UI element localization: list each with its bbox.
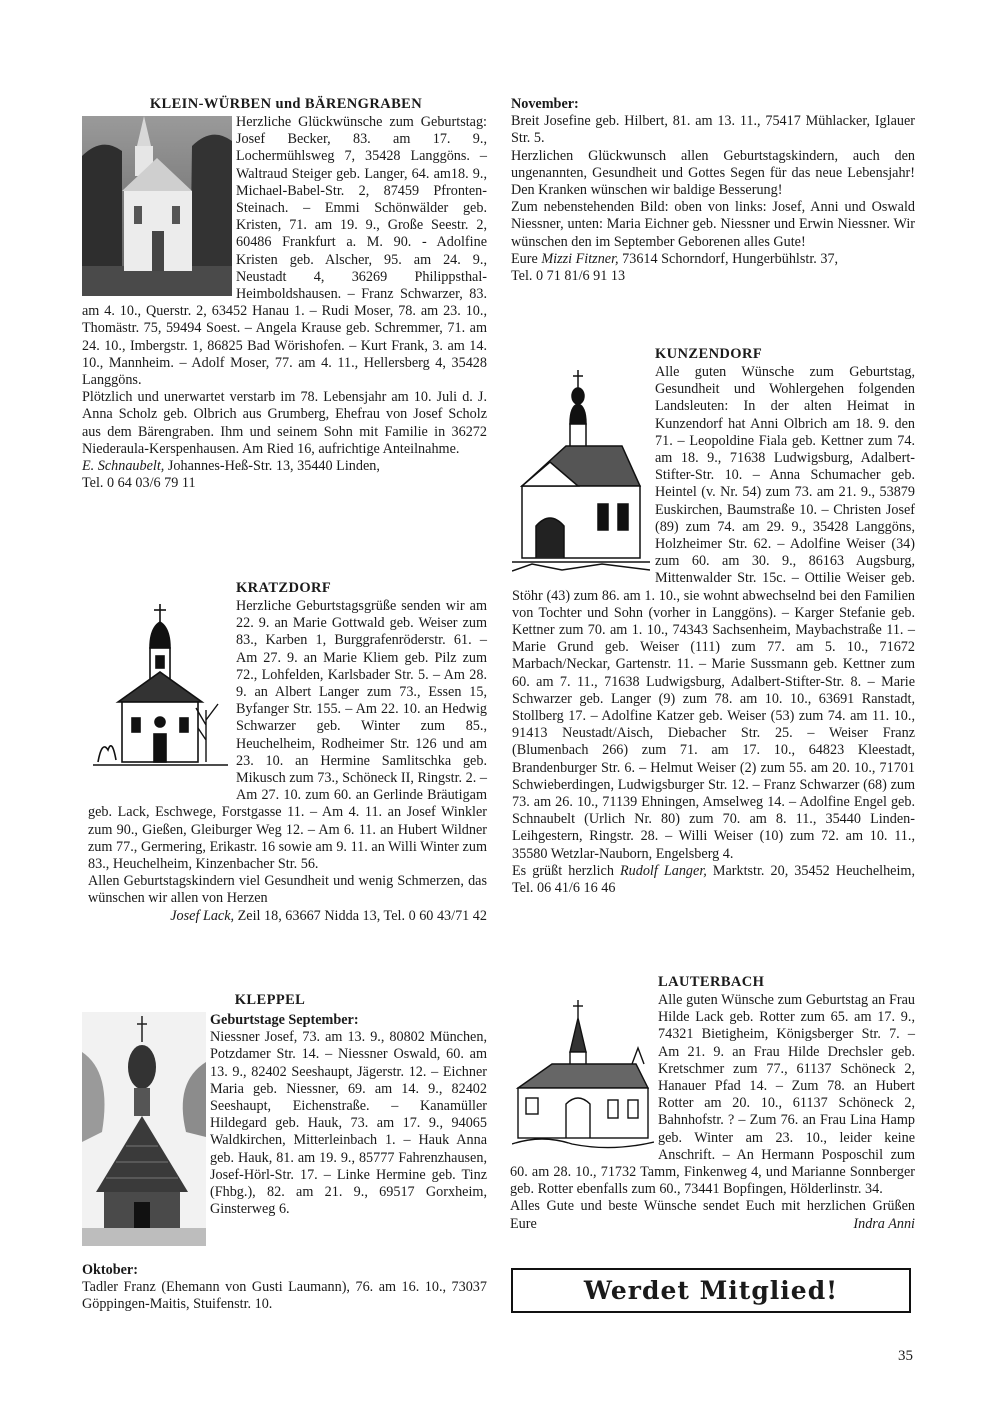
section-title-kleppel: KLEPPEL	[234, 992, 306, 1008]
kleppel-oktober	[82, 1262, 487, 1314]
kunzendorf-birthdays: Alle guten Wünsche zum Geburtstag, Gesundheit und Wohlergehen folgenden Landsleuten: In der alten Heimat in Kunzendorf hat Anni Olbrich am 18. 9. den 71. – Leopoldine Fiala geb. Kettner zum 74. am 18. 9., 71638 Ludwigsburg, Adalbert-Stifter-Str. 10. – Anna Schumacher geb. Heintel (v. Nr. 54) zum 73. am 21. 9., 53879 Euskirchen, Baumstraße 10. – Christen Josef (89) zum 74. am 29. 9., 35428 Langgöns, Holzheimer Str. 62. – Adolfine Weiser (34) zum 60. am 30. 9., 86163 Augsburg, Mittenwalder Str. 15c. – Ottilie Weiser geb. Stöhr (43) zum 86. am 1. 10., sie wohnt abwechselnd bei den Familien von Tochter und Sohn (vorher in Langgöns). – Karger Stefanie geb. Kettner zum 70. am 1. 10., 74343 Sachsenheim, Maybachstraße 11. – Marie Grund geb. Weiser (111) zum 77. am 5. 10., 71672 Marbach/Neckar, Gartenstr. 11. – Marie Sussmann geb. Kettner zum 60. am 7. 11., 71638 Ludwigsburg, Adalbert-Stifter-Str. 8. – Marie Schwarzer geb. Langer (9) zum 78. am 10. 10., 63691 Ranstadt, Stollberg 17. – Adolfine Katzer geb. Weiser (53) zum 74. am 11. 10., 91413 Neustadt/Aisch, Diebacher Str. 25. – Weiser Franz (Blumenbach 266) zum 71. am 17. 10., 64823 Kleestadt, Brandenburger Str. 6. – Helmut Weiser (2) zum 55. am 20. 10., 71701 Schwieberdingen, Ludwigsburger Str. 12. – Franz Schwarzer (68) zum 73. am 26. 10., 71139 Ehningen, Amselweg 14. – Adolfine Engel geb. Schnaubelt (Urlich Nr. 80) zum 70. am 8. 11., 35440 Linden-Leihgestern, Ringstr. 28. – Willi Weiser (10) zum 72. am 10. 11., 35580 Wetzlar-Nauborn, Engelsberg 4.	[512, 364, 915, 862]
klein-wuerben-body	[82, 114, 487, 492]
november-photo-note: Zum nebenstehenden Bild: oben von links: Josef, Anni und Oswald Niessner, unten: Maria Eichner geb. Niessner und Erwin Niessner. Wir wünschen den im September Geborenen alles Gute!	[511, 199, 915, 250]
november-block	[511, 96, 915, 285]
section-title-kratzdorf: KRATZDORF	[236, 580, 332, 596]
klein-wuerben-obituary: Plötzlich und unerwartet verstarb im 78. Lebensjahr am 10. Juli d. J. Anna Scholz geb. Olbrich aus Grumberg, Ehefrau von Josef Scholz aus dem Bärengraben. Ihm und seinem Sohn mit Familie in 36272 Niederaula-Kerspenhausen. Am Ried 16, aufrichtige Anteilnahme.	[82, 389, 487, 457]
klein-wuerben-signature: E. Schnaubelt, Johannes-Heß-Str. 13, 35440 Linden,	[82, 458, 380, 475]
kratzdorf-signature: Josef Lack, Zeil 18, 63667 Nidda 13, Tel. 0 60 43/71 42	[170, 907, 487, 924]
section-title-lauterbach: LAUTERBACH	[658, 974, 765, 990]
kunzendorf-body	[512, 364, 915, 897]
kratzdorf-closing: Allen Geburtstagskindern viel Gesundheit und wenig Schmerzen, das wünschen wir allen von Herzen	[88, 873, 487, 907]
oktober-text: Tadler Franz (Ehemann von Gusti Laumann), 76. am 16. 10., 73037 Göppingen-Maitis, Stuifenstr. 10.	[82, 1279, 487, 1313]
oktober-label: Oktober:	[82, 1262, 138, 1278]
chapel-photo-kleppel	[82, 1012, 206, 1246]
klein-wuerben-tel: Tel. 0 64 03/6 79 11	[82, 475, 196, 492]
kratzdorf-body	[88, 598, 487, 925]
lauterbach-birthdays: Alle guten Wünsche zum Geburtstag an Frau Hilde Lack geb. Rotter zum 65. am 17. 9., 74321 Bietigheim, Königsberger Str. 7. – Am 21. 9. an Frau Hilde Drechsler geb. Kretschmer zum 77., 61137 Schöneck 2, Hanauer Pfad 14. – Zum 78. an Hubert Rotter am 20. 10., 61137 Schöneck 2, Bahnhofstr. ? – Zum 76. an Frau Lina Hamp geb. Winter am 23. 10., leider keine Anschrift. – An Hermann Posposchil zum 60. am 28. 10., 71732 Tamm, Finkenweg 4, und Marianne Sonnberger geb. Rotter ebenfalls zum 60., 73441 Bopfingen, Hölderlinstr. 34.	[510, 992, 915, 1198]
page-number: 35	[898, 1348, 913, 1364]
november-label: November:	[511, 96, 579, 112]
kleppel-subtitle: Geburtstage September:	[210, 1012, 359, 1028]
lauterbach-closing: Alles Gute und beste Wünsche sendet Euch mit herzlichen Grüßen Eure	[510, 1198, 915, 1232]
november-text: Breit Josefine geb. Hilbert, 81. am 13. 11., 75417 Mühlacker, Iglauer Str. 5.	[511, 113, 915, 147]
kratzdorf-birthdays: Herzliche Geburtstagsgrüße senden wir am 22. 9. an Marie Gottwald geb. Weiser zum 83., Karben 1, Burggrafenröderstr. 61. – Am 27. 9. an Marie Kliem geb. Pilz zum 72., Lohfelden, Karlsbader Str. 5. – Am 28. 9. an Albert Langer zum 73., Essen 15, Byfanger Str. 155. – Am 22. 10. an Hedwig Schwarzer geb. Winter zum 85., Heuchelheim, Rodheimer Str. 126 und am 23. 10. an Hermine Samlitschka geb. Mikusch zum 73., Schöneck II, Ringstr. 2. – Am 27. 10. zum 60. an Gerlinde Bräutigam geb. Lack, Eschwege, Forstgasse 11. – Am 4. 11. an Josef Winkler zum 90., Gießen, Gleiburger Weg 12. – Am 6. 11. an Hubert Wildner zum 77., Germering, Erikastr. 16 sowie am 9. 11. an Willi Winter zum 83., Heuchelheim, Kinzenbacher Str. 56.	[88, 598, 487, 873]
klein-wuerben-birthdays: Herzliche Glückwünsche zum Geburtstag: Josef Becker, 83. am 17. 9., Lochermühlsweg 7, 35428 Langgöns. – Waltraud Steiger geb. Langer, 64. am18. 9., Michael-Babel-Str. 2, 87459 Pfronten-Steinach. – Emmi Schönwälder geb. Kristen, 71. am 19. 9., Große Seestr. 2, 60486 Frankfurt a. M. 90. - Adolfine Kristen geb. Alscher, 95. am 24. 9., Neustadt 4, 36269 Philippsthal-Heimboldshausen. – Franz Schwarzer, 83. am 4. 10., Querstr. 2, 63452 Hanau 1. – Rudi Moser, 78. am 23. 10., Thomästr. 75, 59494 Soest. – Angela Krause geb. Schremmer, 71. am 24. 10., Imbergstr. 1, 86825 Bad Wörishofen. – Kurt Frank, 3. am 14. 10., Mannheim. – Adolf Moser, 77. am 4. 11., Hellersberg 4, 35428 Langgöns.	[82, 114, 487, 389]
lauterbach-signature: Indra Anni	[853, 1215, 915, 1232]
november-wishes: Herzlichen Glückwunsch allen Geburtstagskindern, auch den ungenannten, Gesundheit und Gottes Segen für das neue Lebensjahr! Den Kranken wünschen wir baldige Besserung!	[511, 147, 915, 199]
membership-banner	[511, 1268, 911, 1313]
kunzendorf-signature: Es grüßt herzlich Rudolf Langer, Marktstr. 20, 35452 Heuchelheim, Tel. 06 41/6 16 46	[512, 862, 915, 897]
november-tel: Tel. 0 71 81/6 91 13	[511, 268, 626, 285]
section-title-klein-wuerben: KLEIN-WÜRBEN und BÄRENGRABEN	[149, 96, 423, 112]
membership-banner-text: Werdet Mitglied!	[583, 1276, 839, 1305]
november-signature: Eure Mizzi Fitzner, 73614 Schorndorf, Hungerbühlstr. 37,	[511, 250, 839, 267]
section-title-kunzendorf: KUNZENDORF	[655, 346, 763, 362]
lauterbach-body	[510, 992, 915, 1233]
kleppel-body	[210, 1012, 487, 1218]
kleppel-birthdays: Niessner Josef, 73. am 13. 9., 80802 München, Potzdamer Str. 14. – Niessner Oswald, 60. am 13. 9., 82402 Seeshaupt, Jägerstr. 12. – Eichner Maria geb. Niessner, 69. am 14. 9., 82402 Seeshaupt, Eichenstraße. – Kanamüller Hildegard geb. Hauk, 73. am 17. 9., 94065 Waldkirchen, Mitterleinbach 1. – Hauk Anna geb. Hauk, 81. am 19. 9., 85777 Fahrenzhausen, Josef-Hörl-Str. 17. – Linke Hermine geb. Tinz (Fhbg.), 82. am 21. 9., 69517 Gorxheim, Ginsterweg 6.	[210, 1029, 487, 1218]
